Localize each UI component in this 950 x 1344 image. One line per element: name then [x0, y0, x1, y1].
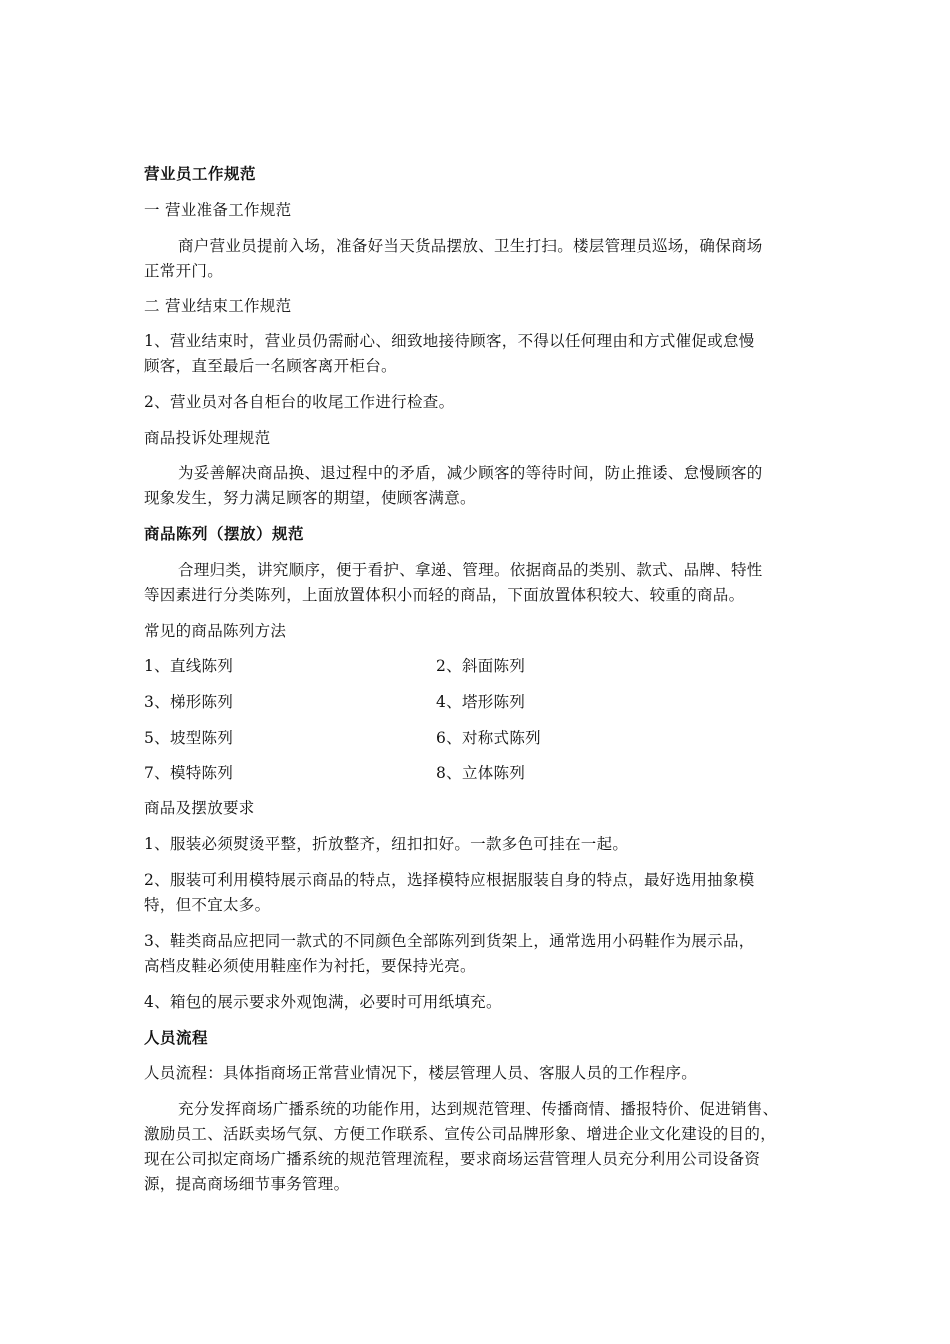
section-heading-closing: 二 营业结束工作规范 [144, 297, 292, 315]
method-item: 8、立体陈列 [436, 764, 526, 782]
method-item: 2、斜面陈列 [436, 657, 526, 675]
list-item-line: 顾客，直至最后一名顾客离开柜台。 [144, 357, 397, 375]
method-item: 1、直线陈列 [144, 657, 234, 675]
section-heading-preparation: 一 营业准备工作规范 [144, 201, 292, 219]
requirement-item-line: 2、服装可利用模特展示商品的特点，选择模特应根据服装自身的特点，最好选用抽象模 [144, 871, 755, 889]
paragraph-line: 现象发生，努力满足顾客的期望，使顾客满意。 [144, 489, 476, 507]
method-item: 5、坡型陈列 [144, 729, 234, 747]
paragraph-line: 源，提高商场细节事务管理。 [144, 1175, 350, 1193]
paragraph-line: 现在公司拟定商场广播系统的规范管理流程，要求商场运营管理人员充分利用公司设备资 [144, 1150, 761, 1168]
requirement-item: 1、服装必须熨烫平整，折放整齐，纽扣扣好。一款多色可挂在一起。 [144, 835, 629, 853]
method-item: 3、梯形陈列 [144, 693, 234, 711]
paragraph-line: 激励员工、活跃卖场气氛、方便工作联系、宣传公司品牌形象、增进企业文化建设的目的， [144, 1125, 777, 1143]
paragraph-line: 商户营业员提前入场，准备好当天货品摆放、卫生打扫。楼层管理员巡场，确保商场 [178, 237, 763, 255]
paragraph: 人员流程：具体指商场正常营业情况下，楼层管理人员、客服人员的工作程序。 [144, 1064, 698, 1082]
paragraph-line: 合理归类，讲究顺序，便于看护、拿递、管理。依据商品的类别、款式、品牌、特性 [178, 561, 763, 579]
section-title-display: 商品陈列（摆放）规范 [144, 525, 305, 543]
paragraph-line: 正常开门。 [144, 262, 224, 280]
paragraph-line: 为妥善解决商品换、退过程中的矛盾，减少顾客的等待时间，防止推诿、怠慢顾客的 [178, 464, 763, 482]
requirement-item-line: 3、鞋类商品应把同一款式的不同颜色全部陈列到货架上，通常选用小码鞋作为展示品， [144, 932, 755, 950]
section-heading-complaint: 商品投诉处理规范 [144, 429, 271, 447]
paragraph-line: 等因素进行分类陈列，上面放置体积小而轻的商品，下面放置体积较大、较重的商品。 [144, 586, 745, 604]
paragraph-line: 充分发挥商场广播系统的功能作用，达到规范管理、传播商情、播报特价、促进销售、 [178, 1100, 779, 1118]
requirements-heading: 商品及摆放要求 [144, 799, 255, 817]
method-item: 6、对称式陈列 [436, 729, 541, 747]
list-item-line: 1、营业结束时，营业员仍需耐心、细致地接待顾客，不得以任何理由和方式催促或怠慢 [144, 332, 755, 350]
list-item: 2、营业员对各自柜台的收尾工作进行检查。 [144, 393, 455, 411]
requirement-item-line: 高档皮鞋必须使用鞋座作为衬托，要保持光亮。 [144, 957, 476, 975]
methods-heading: 常见的商品陈列方法 [144, 622, 287, 640]
requirement-item: 4、箱包的展示要求外观饱满，必要时可用纸填充。 [144, 993, 502, 1011]
method-item: 7、模特陈列 [144, 764, 234, 782]
section-title-staff: 人员流程 [144, 1029, 209, 1047]
method-item: 4、塔形陈列 [436, 693, 526, 711]
requirement-item-line: 特，但不宜太多。 [144, 896, 271, 914]
document-title: 营业员工作规范 [144, 165, 257, 183]
